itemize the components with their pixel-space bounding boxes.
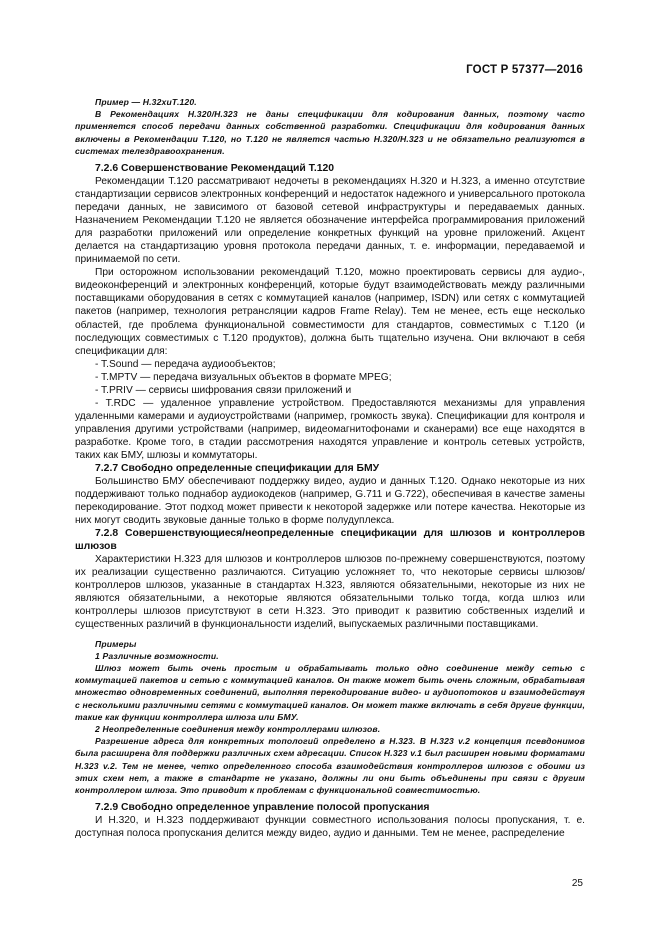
example-1-title: 1 Различные возможности. — [95, 650, 219, 661]
list-item: - T.Sound — передача аудиообъектов; — [95, 358, 276, 370]
example-note-title: Пример — Н.32хиТ.120. — [95, 97, 197, 107]
section-7-2-7-title: 7.2.7 Свободно определенные спецификации для БМУ — [95, 463, 380, 475]
spec-list — [75, 358, 585, 462]
page-number: 25 — [571, 878, 583, 889]
example-1-text: Шлюз может быть очень простым и обрабатывать только одно соединение между сетью с коммутацией пакетов и сетью с коммутацией каналов. Он также может быть очень сложным, обрабатывая множество одновременных соединений, выполняя перекодирование видео- и аудиопотоков и взаимодействуя с несколькими различными сетями с коммутацией каналов. Он может также включать в себя другие функции, такие как функции контроллера шлюза или БМУ. — [75, 662, 585, 722]
section-7-2-9-paragraph: И Н.320, и Н.323 поддерживают функции совместного использования полосы пропускания, т. е. доступная полоса пропускания делится между видео, аудио и данными. Тем не менее, распределение — [75, 815, 585, 840]
section-7-2-8-title: 7.2.8 Совершенствующиеся/неопределенные спецификации для шлюзов и контроллеров шлюзов — [75, 528, 585, 553]
example-note-text: В Рекомендациях Н.320/Н.323 не даны спецификации для кодирования данных, поэтому часто применяется способ передачи данных собственной разработки. Спецификации для кодирования данных включены в Рекомендации Т.120, но Т.120 не является частью Н.320/Н.323 и не обязательно реализуются в системах телездравоохранения. — [75, 109, 585, 156]
section-7-2-6-paragraph-1: Рекомендации Т.120 рассматривают недочеты в рекомендациях Н.320 и Н.323, а именно отсутствие стандартизации сервисов электронных конференций и недостаток надежного и универсального протокола передачи данных, не зависимого от базовой сетевой инфраструктуры и передаваемых данных. Назначением Рекомендации Т.120 не является обозначение интерфейса программирования приложений для разработки приложений или определение конкретных функций на уровне приложений. Акцент делается на стандартизацию уровня протокола передачи данных, т. е. информации, передаваемой и принимаемой по сети. — [75, 176, 585, 266]
section-7-2-6-paragraph-2: При осторожном использовании рекомендаций Т.120, можно проектировать сервисы для аудио-, видеоконференций и электронных конференций, которые будут взаимодействовать между различными поставщиками оборудования в сетях с коммутацией каналов (например, ISDN) или сетях с коммутацией пакетов (например, технология ретрансляции кадров Frame Relay). Тем не менее, есть еще несколько областей, где проблема функциональной совместимости для стандартов, совместимых с Т.120 (и последующих совместимых с Т.120 продуктов), должна быть тщательно изучена. Они включают в себя спецификации для: — [75, 267, 585, 357]
section-7-2-7-paragraph: Большинство БМУ обеспечивают поддержку видео, аудио и данных Т.120. Однако некоторые из них поддерживают только поднабор аудиокодеков (например, G.711 и G.722), обеспечивая в качестве замены перекодирование. Этот подход может привести к некоторой задержке или потере качества. Некоторые из них могут сводить звуковые данные только в форме полудуплекса. — [75, 476, 585, 527]
example-2-text: Разрешение адреса для конкретных топологий определено в Н.323. В Н.323 v.2 концепция псевдонимов была расширена для поддержки различных схем адресации. Список Н.323 v.1 был расширен новыми форматами Н.323 v.2. Тем не менее, четко определенного способа взаимодействия контроллеров шлюзов с обоими из этих схем нет, а также в стандарте не указано, должны ли они быть объединены при связи с другим контроллером шлюза. Это приводит к проблемам с функциональной совместимостью. — [75, 736, 585, 795]
section-7-2-9-title: 7.2.9 Свободно определенное управление полосой пропускания — [95, 802, 430, 814]
examples-title: Примеры — [95, 638, 137, 649]
section-7-2-6-title: 7.2.6 Совершенствование Рекомендаций Т.120 — [95, 163, 335, 175]
section-7-2-8-paragraph: Характеристики Н.323 для шлюзов и контроллеров шлюзов по-прежнему совершенствуются, поэтому их реализации существенно различаются. Ситуацию усложняет то, что некоторые сервисы шлюзов/контроллеров шлюзов, указанные в стандартах Н.323, являются обязательными, некоторые из них не являются обязательными, а некоторые являются обязательными только тогда, когда шлюз или контроллеры шлюзов присутствуют в сети Н.323. Это приводит к развитию собственных изделий и существенных различий в функциональности изделий, выпускаемых различными поставщиками. — [75, 554, 585, 631]
document-id-header: ГОСТ Р 57377—2016 — [466, 64, 583, 76]
page-body — [75, 96, 585, 840]
example-2-title: 2 Неопределенные соединения между контроллерами шлюзов. — [95, 723, 381, 734]
list-item: - T.PRIV — сервисы шифрования связи приложений и — [95, 384, 352, 396]
list-item: - T.RDC — удаленное управление устройством. Предоставляются механизмы для управления удаленными камерами и аудиоустройствами (например, громкость звука). Спецификации для контроля и управления другими устройствами (например, видеомагнитофонами и сканерами) все еще находятся в разработке. Кроме того, в стадии рассмотрения находятся управление и контроль сетевых устройств, таких как БМУ, шлюзы и коммутаторы. — [75, 397, 585, 461]
list-item: - T.MPTV — передача визуальных объектов в формате MPEG; — [95, 371, 392, 383]
